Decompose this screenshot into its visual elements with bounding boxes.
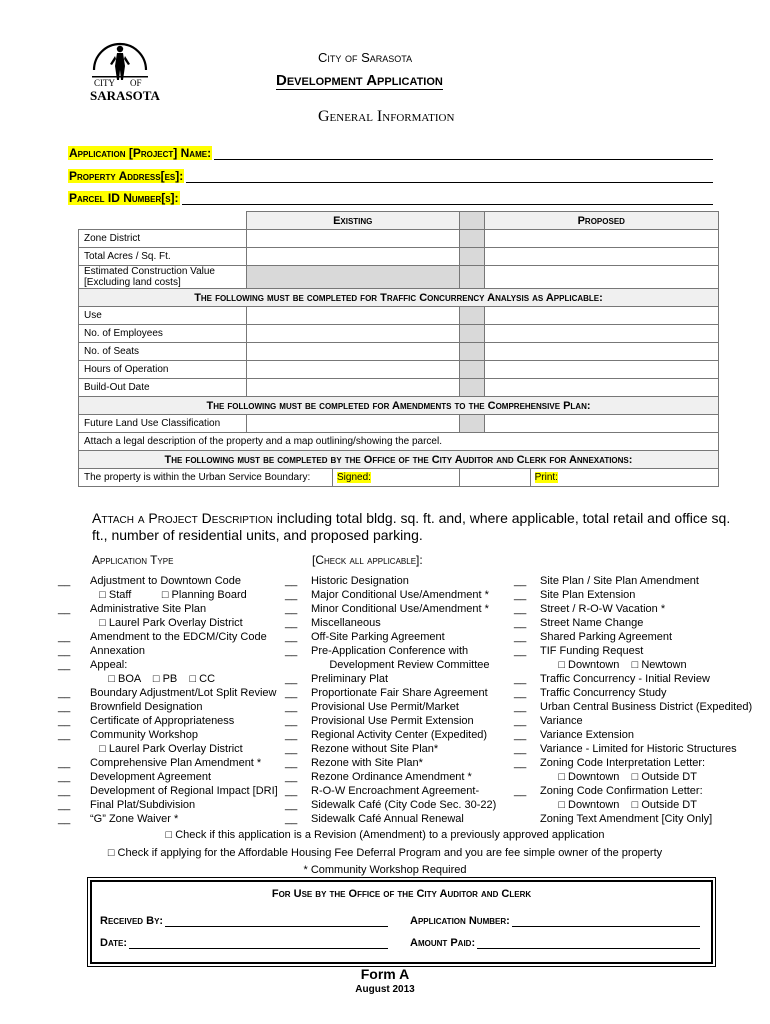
check-line[interactable]: __ [285,785,298,797]
col1-checklines[interactable] [58,574,70,826]
application-type-option: Annexation [90,645,146,657]
application-type-option: Comprehensive Plan Amendment * [90,757,262,769]
application-type-option[interactable]: □ Downtown □ Outside DT [540,771,697,783]
check-line[interactable]: __ [514,617,527,629]
application-type-option: Provisional Use Permit Extension [311,715,474,727]
application-type-option: Sidewalk Café Annual Renewal [311,813,464,825]
check-line[interactable]: __ [285,645,298,657]
proposed-cell[interactable] [484,361,718,379]
check-line[interactable]: __ [285,799,298,811]
check-line[interactable]: __ [285,687,298,699]
check-line[interactable]: __ [58,603,71,615]
table-row [79,307,719,325]
legal-description-note: Attach a legal description of the property and a map outlining/showing the parcel. [79,433,719,451]
table-header-row [79,212,719,230]
application-type-option: Traffic Concurrency - Initial Review [540,673,710,685]
check-line[interactable]: __ [58,799,71,811]
application-type-option[interactable]: □ Laurel Park Overlay District [90,743,243,755]
application-type-option: Development of Regional Impact [DRI] [90,785,278,797]
row-label: Estimated Construction Value [Excluding land costs] [79,266,247,289]
check-line[interactable]: __ [514,785,527,797]
check-line[interactable]: __ [58,785,71,797]
application-type-option: Major Conditional Use/Amendment * [311,589,489,601]
section-header-row [79,451,719,469]
table-row [79,415,719,433]
col3-checklines[interactable] [514,574,526,826]
application-number-field[interactable]: Application Number: [410,914,700,927]
check-line [514,812,526,826]
col1-types [90,574,278,826]
check-line[interactable]: __ [285,701,298,713]
check-line[interactable]: __ [285,743,298,755]
application-type-option: Street / R-O-W Vacation * [540,603,666,615]
application-type-option: “G” Zone Waiver * [90,813,179,825]
check-line[interactable]: __ [58,701,71,713]
section-header-row [79,397,719,415]
check-line [58,742,70,756]
application-type-option: Pre-Application Conference with [311,645,469,657]
row-label: No. of Seats [79,343,247,361]
row-label: Build-Out Date [79,379,247,397]
check-line[interactable]: __ [58,659,71,671]
check-line[interactable]: __ [285,589,298,601]
application-type-option[interactable]: □ Downtown □ Newtown [540,659,687,671]
application-type-option: Development Agreement [90,771,212,783]
existing-cell[interactable] [246,415,459,433]
annexation-section-header: The following must be completed by the Office of the City Auditor and Clerk for Annexations: [79,451,719,469]
existing-cell [246,266,459,289]
application-type-option: Traffic Concurrency Study [540,687,667,699]
check-line [58,616,70,630]
application-type-option: Zoning Code Confirmation Letter: [540,785,703,797]
existing-cell[interactable] [246,325,459,343]
existing-cell[interactable] [246,230,459,248]
application-type-option: Community Workshop [90,729,198,741]
table-row [79,361,719,379]
city-of-sarasota-logo [88,40,160,106]
application-type-option[interactable]: □ Downtown □ Outside DT [540,799,697,811]
check-line[interactable]: __ [514,757,527,769]
check-line[interactable]: __ [285,757,298,769]
check-line[interactable]: __ [58,813,71,825]
property-address-label: Property Address[es]: [69,169,184,183]
project-name-field[interactable] [68,146,713,160]
form-label: Form A [360,966,410,982]
check-line [285,658,297,672]
application-type-option: Boundary Adjustment/Lot Split Review [90,687,277,699]
check-line [514,658,526,672]
application-type-option[interactable]: □ Laurel Park Overlay District [90,617,243,629]
application-type-option: Final Plat/Subdivision [90,799,196,811]
application-type-option: Street Name Change [540,617,644,629]
check-line[interactable]: __ [514,589,527,601]
proposed-header: Proposed [484,212,718,230]
svg-text:CITY: CITY [94,78,115,88]
application-type-option: Site Plan Extension [540,589,636,601]
check-line[interactable]: __ [514,603,527,615]
existing-cell[interactable] [246,361,459,379]
proposed-cell[interactable] [484,379,718,397]
office-use-title: For Use by the Office of the City Auditor and Clerk [271,888,532,900]
amount-paid-field[interactable]: Amount Paid: [410,936,700,949]
existing-cell[interactable] [246,248,459,266]
form-title: Development Application [276,72,443,89]
application-type-option: Brownfield Designation [90,701,203,713]
section-title: General Information [318,108,455,125]
application-type-option: Preliminary Plat [311,673,389,685]
existing-cell[interactable] [246,307,459,325]
project-name-label: Application [Project] Name: [69,146,212,160]
check-line[interactable]: __ [285,603,298,615]
application-type-option: Variance [540,715,583,727]
proposed-cell[interactable] [484,415,718,433]
application-type-option: Appeal: [90,659,128,671]
parcel-id-field[interactable] [68,191,713,205]
row-label: Zone District [79,230,247,248]
check-line[interactable]: __ [514,715,527,727]
svg-text:OF: OF [130,78,142,88]
proposed-cell[interactable] [484,343,718,361]
application-type-option[interactable]: □ Staff □ Planning Board [90,589,247,601]
check-line[interactable]: __ [514,673,527,685]
office-use-box [90,880,713,964]
application-type-option[interactable]: □ BOA □ PB □ CC [90,673,216,685]
received-by-field[interactable]: Received By: [100,914,388,927]
project-name-input[interactable] [214,146,713,160]
parcel-id-input[interactable] [182,191,713,205]
comp-plan-section-header: The following must be completed for Amendments to the Comprehensive Plan: [79,397,719,415]
table-row [79,433,719,451]
usb-label: The property is within the Urban Service Boundary: [84,472,311,483]
application-type-option: Rezone without Site Plan* [311,743,439,755]
signed-label[interactable]: Signed: [337,472,371,483]
property-address-field[interactable] [68,169,713,183]
check-line[interactable]: __ [58,631,71,643]
check-line[interactable]: __ [514,575,527,587]
application-type-option: Variance - Limited for Historic Structures [540,743,737,755]
application-type-option: Rezone with Site Plan* [311,757,423,769]
table-row [79,248,719,266]
section-header-row [79,289,719,307]
row-label: No. of Employees [79,325,247,343]
existing-cell[interactable] [246,379,459,397]
row-label: Use [79,307,247,325]
workshop-note: * Community Workshop Required [303,864,467,876]
application-type-option: Regional Activity Center (Expedited) [311,729,488,741]
check-line[interactable]: __ [514,631,527,643]
proposed-cell[interactable] [484,248,718,266]
application-type-option: Sidewalk Café (City Code Sec. 30-22) [311,799,497,811]
application-type-option: Amendment to the EDCM/City Code [90,631,267,643]
table-row [79,266,719,289]
application-type-option: Zoning Text Amendment [City Only] [540,813,713,825]
check-line[interactable]: __ [58,729,71,741]
application-type-option: TIF Funding Request [540,645,644,657]
check-line[interactable]: __ [58,757,71,769]
application-type-option: Historic Designation [311,575,409,587]
check-line[interactable]: __ [285,575,298,587]
check-line[interactable]: __ [285,715,298,727]
parcel-id-label: Parcel ID Number[s]: [69,191,179,205]
check-line[interactable]: __ [285,729,298,741]
check-line [514,770,526,784]
table-row [79,325,719,343]
proposed-cell[interactable] [484,230,718,248]
col2-checklines[interactable] [285,574,297,826]
attach-description: Attach a Project Description including total bldg. sq. ft. and, where applicable, total retail and office sq. ft., number of residential units, and proposed parking. [92,510,731,543]
application-type-option: Administrative Site Plan [90,603,207,615]
application-type-option: Minor Conditional Use/Amendment * [311,603,489,615]
application-type-option: Off-Site Parking Agreement [311,631,445,643]
application-type-option: Proportionate Fair Share Agreement [311,687,488,699]
check-line[interactable]: __ [285,631,298,643]
table-row [79,230,719,248]
row-label: Total Acres / Sq. Ft. [79,248,247,266]
check-line[interactable]: __ [285,813,298,825]
row-label: Future Land Use Classification [79,415,247,433]
application-type-option: R-O-W Encroachment Agreement- [311,785,480,797]
application-type-option: Development Review Committee [311,659,490,671]
check-line[interactable]: __ [514,645,527,657]
check-line[interactable]: __ [58,771,71,783]
table-row [79,469,719,487]
check-line[interactable]: __ [58,715,71,727]
application-type-option: Shared Parking Agreement [540,631,673,643]
check-line [514,798,526,812]
application-type-option: Adjustment to Downtown Code [90,575,242,587]
existing-header: Existing [246,212,459,230]
traffic-section-header: The following must be completed for Traffic Concurrency Analysis as Applicable: [79,289,719,307]
check-line[interactable]: __ [514,729,527,741]
form-date: August 2013 [355,984,415,995]
application-type-heading: Application Type [92,553,174,567]
application-type-option: Provisional Use Permit/Market [311,701,459,713]
check-line[interactable]: __ [285,673,298,685]
print-label[interactable]: Print: [534,472,558,483]
check-line [58,588,70,602]
row-label: Hours of Operation [79,361,247,379]
existing-cell[interactable] [246,343,459,361]
table-row [79,379,719,397]
col3-types [540,574,752,826]
proposed-cell[interactable] [484,266,718,289]
check-line[interactable]: __ [285,771,298,783]
proposed-cell[interactable] [484,325,718,343]
date-field[interactable]: Date: [100,936,388,949]
table-row [79,343,719,361]
check-line[interactable]: __ [285,617,298,629]
application-type-option: Rezone Ordinance Amendment * [311,771,472,783]
affordable-housing-checkbox[interactable]: □ Check if applying for the Affordable Housing Fee Deferral Program and you are fee simple owner of the property [107,847,663,859]
check-all-heading: [Check all applicable]: [312,553,423,567]
check-line[interactable]: __ [58,645,71,657]
check-line[interactable]: __ [58,687,71,699]
check-line[interactable]: __ [58,575,71,587]
proposed-cell[interactable] [484,307,718,325]
application-type-option: Miscellaneous [311,617,381,629]
application-type-option: Urban Central Business District (Expedited) [540,701,753,713]
check-line[interactable]: __ [514,701,527,713]
property-address-input[interactable] [186,169,713,183]
application-type-option: Site Plan / Site Plan Amendment [540,575,699,587]
svg-text:SARASOTA: SARASOTA [90,88,160,103]
application-type-option: Certificate of Appropriateness [90,715,235,727]
application-type-option: Variance Extension [540,729,634,741]
col2-types [311,574,496,826]
check-line[interactable]: __ [514,687,527,699]
revision-checkbox[interactable]: □ Check if this application is a Revision (Amendment) to a previously approved application [165,829,605,841]
check-line[interactable]: __ [514,743,527,755]
application-type-option: Zoning Code Interpretation Letter: [540,757,706,769]
general-info-table [78,211,719,487]
city-name: City of Sarasota [318,50,413,65]
check-line [58,672,70,686]
